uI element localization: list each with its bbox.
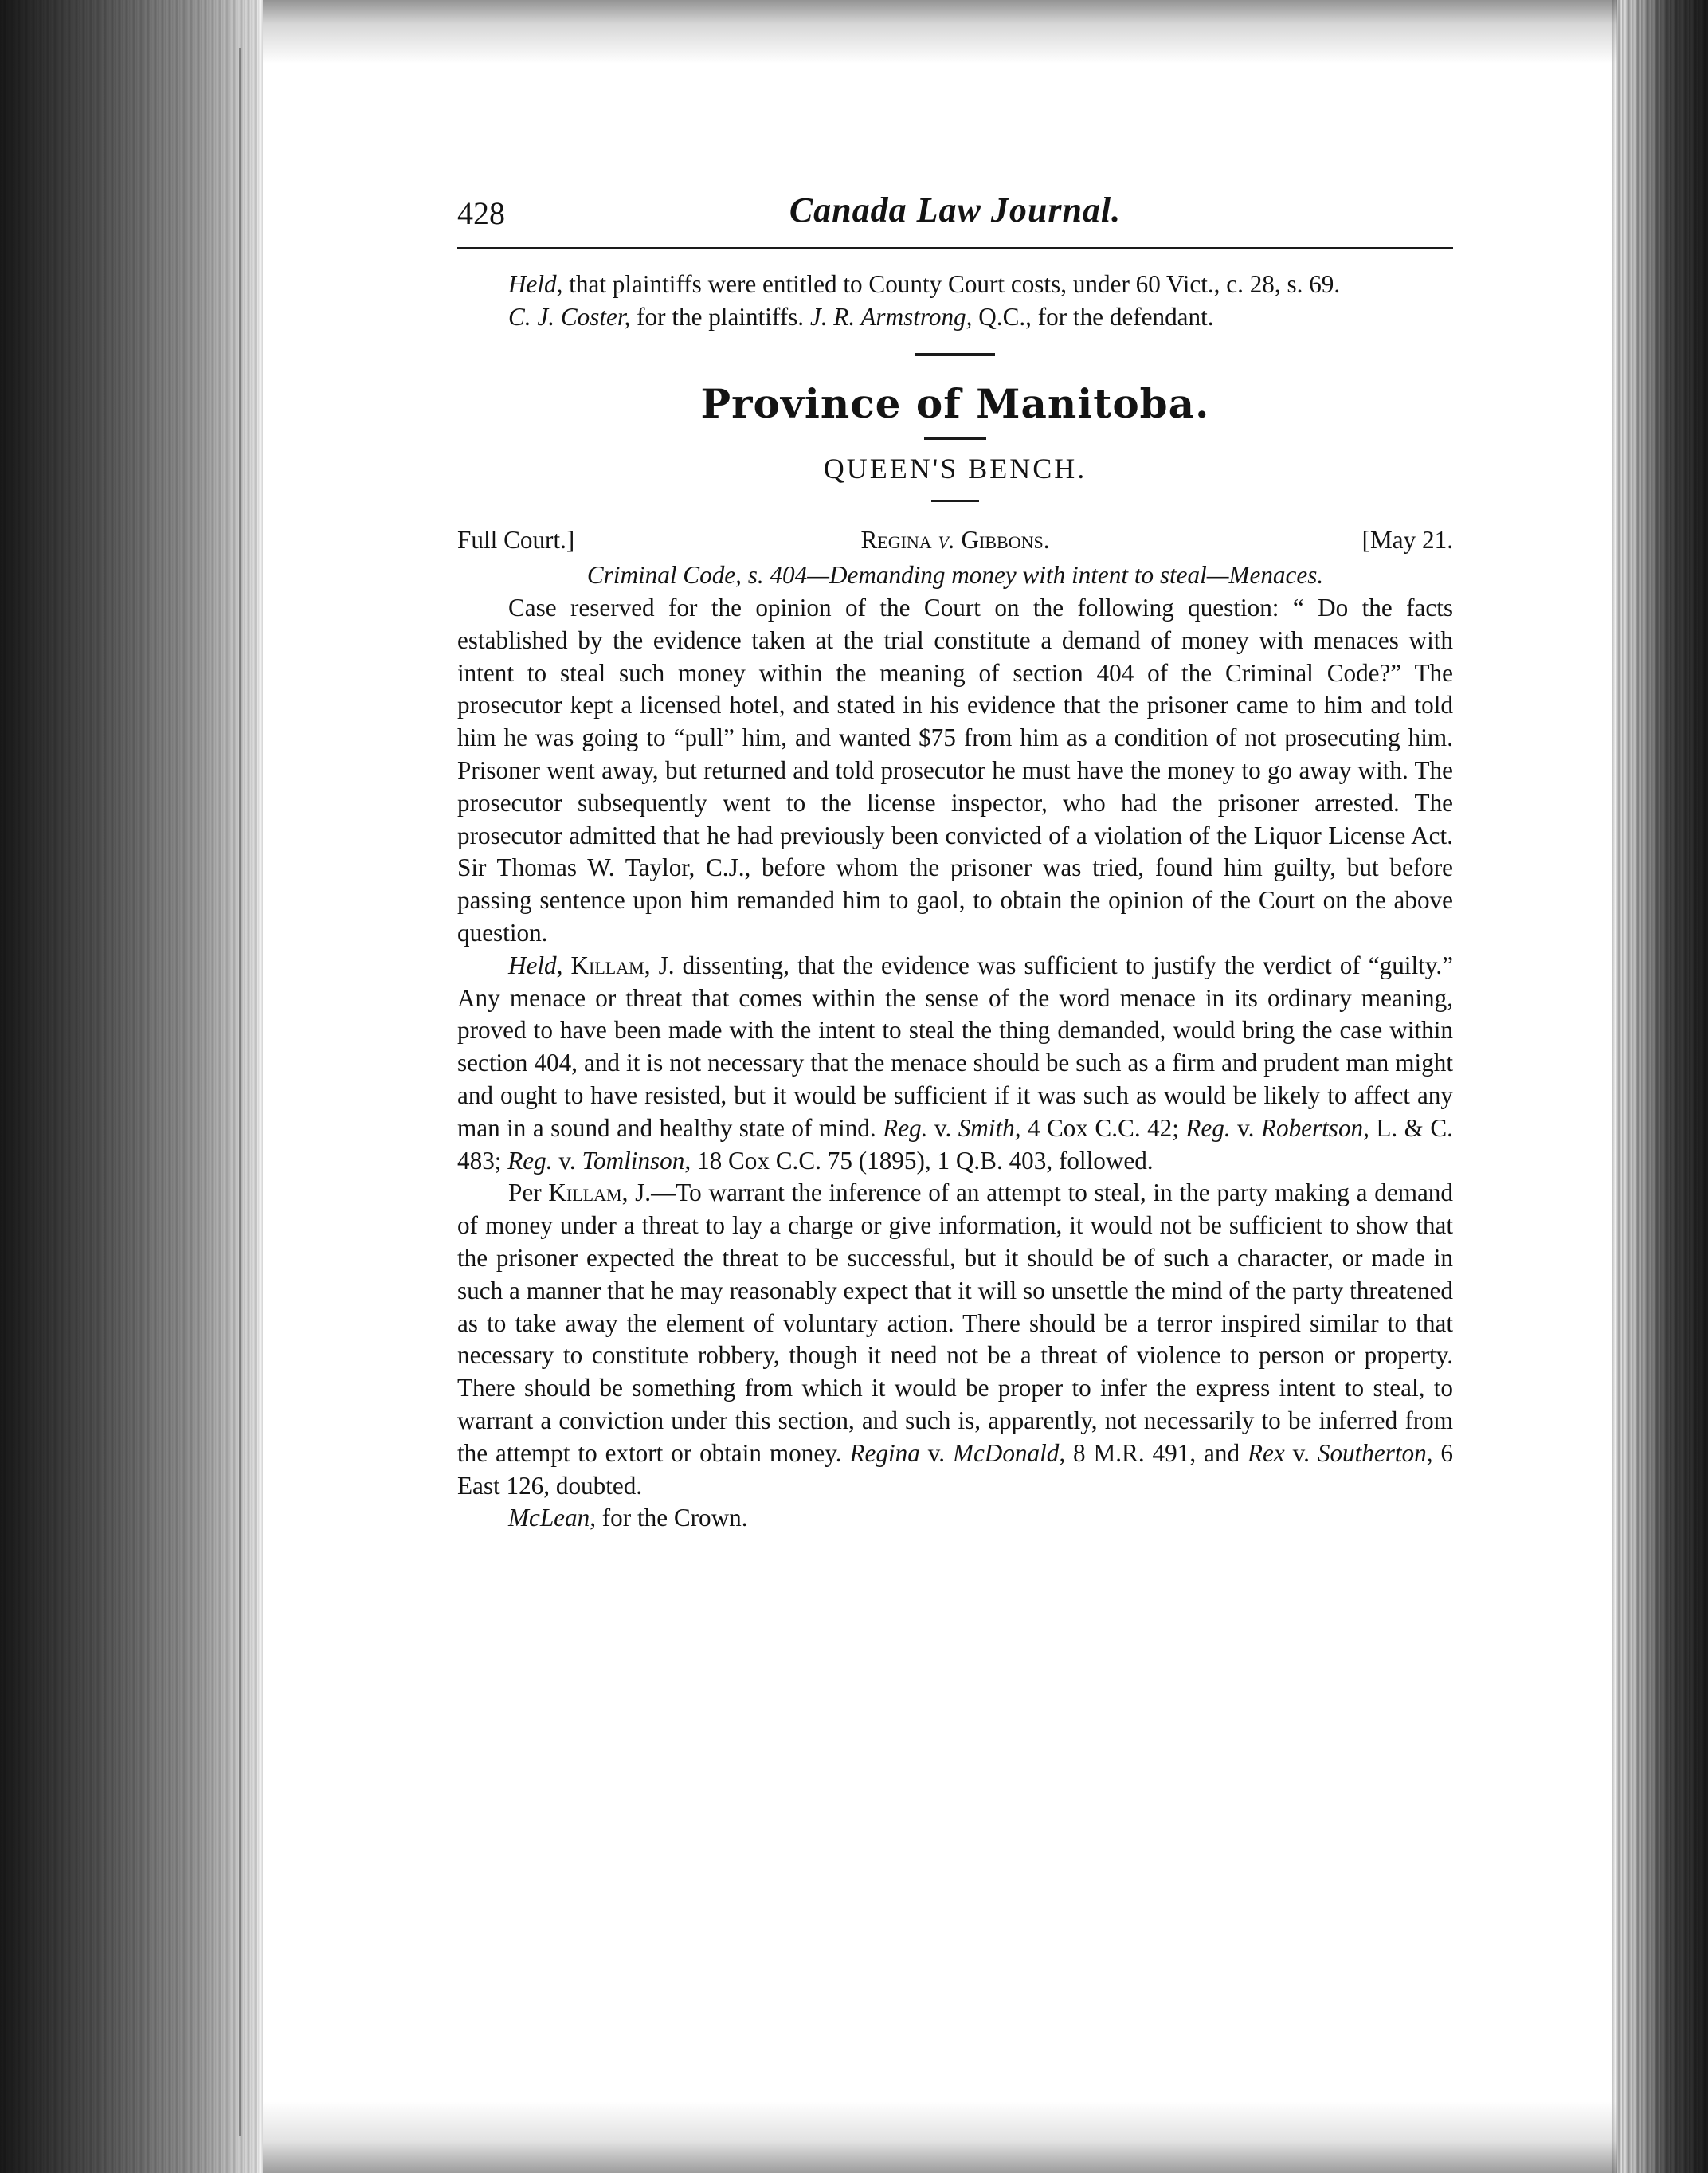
prior-case-holding (457, 269, 1453, 301)
case-court: Full Court.] (457, 526, 575, 555)
citation-versus: v. (552, 1146, 582, 1175)
book-gutter-shadow (0, 0, 263, 2173)
citation-report: 18 Cox C.C. 75 (1895), 1 Q.B. 403, followed. (691, 1146, 1154, 1175)
citation-versus: v. (927, 1113, 958, 1142)
counsel-role: Q.C., for the defendant. (972, 302, 1214, 331)
per-judge-opinion (457, 1177, 1453, 1502)
counsel-name: J. R. Armstrong, (809, 302, 973, 331)
bottom-edge-shadow (263, 2101, 1617, 2173)
opinion-text: , J.—To warrant the inference of an attempt to steal, in the party making a demand of money under a threat to lay a charge or give information, it would not be sufficient to show that the prisoner expected the threat to be successful, but it should be of such a character, or made in such a manner that he may reasonably expect that it will so unsettle the mind of the party threatened as to take away the element of voluntary action. There should be a terror inspired similar to that necessary to constitute robbery, though it need not be a threat of violence to person or property. There should be something from which it would be proper to infer the express intent to steal, to warrant a conviction under this section, and such is, apparently, not necessarily to be inferred from the attempt to extort or obtain money. (457, 1179, 1453, 1467)
citation-party: Southerton, (1317, 1438, 1433, 1467)
holding-text: , J. dissenting, that the evidence was sufficient to justify the verdict of “guilty.” Any menace or threat that comes within the sense of the word menace in its ordinary meaning, proved to have been made with the intent to steal the thing demanded, would bring the case within section 404, and it is not necessary that the menace should be such as a firm and prudent man might and ought to have resisted, but it would be sufficient if it was such as would be likely to affect any man in a sound and healthy state of mind. (457, 951, 1454, 1142)
court-divider (931, 500, 979, 502)
top-edge-shadow (263, 0, 1617, 64)
case-party: Regina (860, 526, 938, 555)
citation: Rex (1247, 1438, 1285, 1467)
court-heading: QUEEN'S BENCH. (823, 453, 1087, 485)
citation-party: Robertson, (1260, 1113, 1369, 1142)
case-versus: v. (938, 526, 955, 555)
case-headnote: Criminal Code, s. 404—Demanding money with intent to steal—Menaces. (586, 561, 1324, 590)
citation-party: Smith, (958, 1113, 1021, 1142)
heading-divider (924, 437, 986, 440)
gutter-line (239, 48, 257, 2136)
citation-party: McDonald, (952, 1438, 1066, 1467)
case-facts: Case reserved for the opinion of the Court on the following question: “ Do the facts established by the evidence taken at the trial constitute a demand of money with menaces with intent to steal such money within the meaning of section 404 of the Criminal Code?” The prosecutor kept a licensed hotel, and stated in his evidence that the prisoner came to him and told him he was going to “pull” him, and wanted $75 from him as a condition of not prosecuting him. Prisoner went away, but returned and told prosecutor he must have the money to go away with. The prosecutor subsequently went to the license inspector, who had the prisoner arrested. The prosecutor admitted that he had previously been convicted of a violation of the Liquor License Act. Sir Thomas W. Taylor, C.J., before whom the prisoner was tried, found him guilty, but before passing sentence upon him remanded him to gaol, to obtain the opinion of the Court on the above question. (457, 593, 1453, 947)
counsel-name: McLean, (508, 1504, 596, 1532)
citation-party: Tomlinson, (582, 1146, 691, 1175)
counsel-role: for the plaintiffs. (630, 302, 810, 331)
citation-report: 8 M.R. 491, and (1065, 1438, 1248, 1467)
citation-versus: v. (1284, 1438, 1318, 1467)
page-edge-shadow (1612, 0, 1708, 2173)
case-date: [May 21. (1361, 526, 1453, 555)
case-party: Gibbons. (954, 526, 1050, 555)
case-caption (457, 524, 1453, 558)
case-name (457, 524, 1453, 557)
citation-report: 4 Cox C.C. 42; (1020, 1113, 1186, 1142)
citation-versus: v. (919, 1438, 953, 1467)
judge-name: Killam (548, 1179, 622, 1207)
journal-title: Canada Law Journal. (789, 190, 1122, 229)
citation-versus: v. (1230, 1113, 1261, 1142)
held-label: Held, (508, 951, 563, 979)
judge-name: Killam (570, 951, 644, 979)
counsel-role: for the Crown. (596, 1504, 748, 1532)
case-holding (457, 950, 1453, 1178)
held-label: Held, (508, 270, 563, 298)
counsel-name: C. J. Coster, (508, 302, 631, 331)
per-label: Per (508, 1179, 549, 1207)
citation: Reg. (507, 1146, 553, 1175)
held-text: that plaintiffs were entitled to County Court costs, under 60 Vict., c. 28, s. 69. (562, 270, 1341, 298)
citation-report: L. & C. 483; (457, 1113, 1453, 1175)
page-number: 428 (457, 195, 505, 231)
province-heading: Province of Manitoba. (700, 379, 1210, 427)
citation: Reg. (1185, 1113, 1231, 1142)
journal-page (457, 190, 1454, 1535)
crown-counsel (457, 1502, 1453, 1535)
citation: Regina (849, 1438, 920, 1467)
citation: Reg. (883, 1113, 928, 1142)
prior-case-counsel (457, 301, 1453, 334)
citation-report: 6 East 126, doubted. (457, 1438, 1453, 1500)
running-head (457, 190, 1453, 249)
section-divider (915, 353, 995, 356)
